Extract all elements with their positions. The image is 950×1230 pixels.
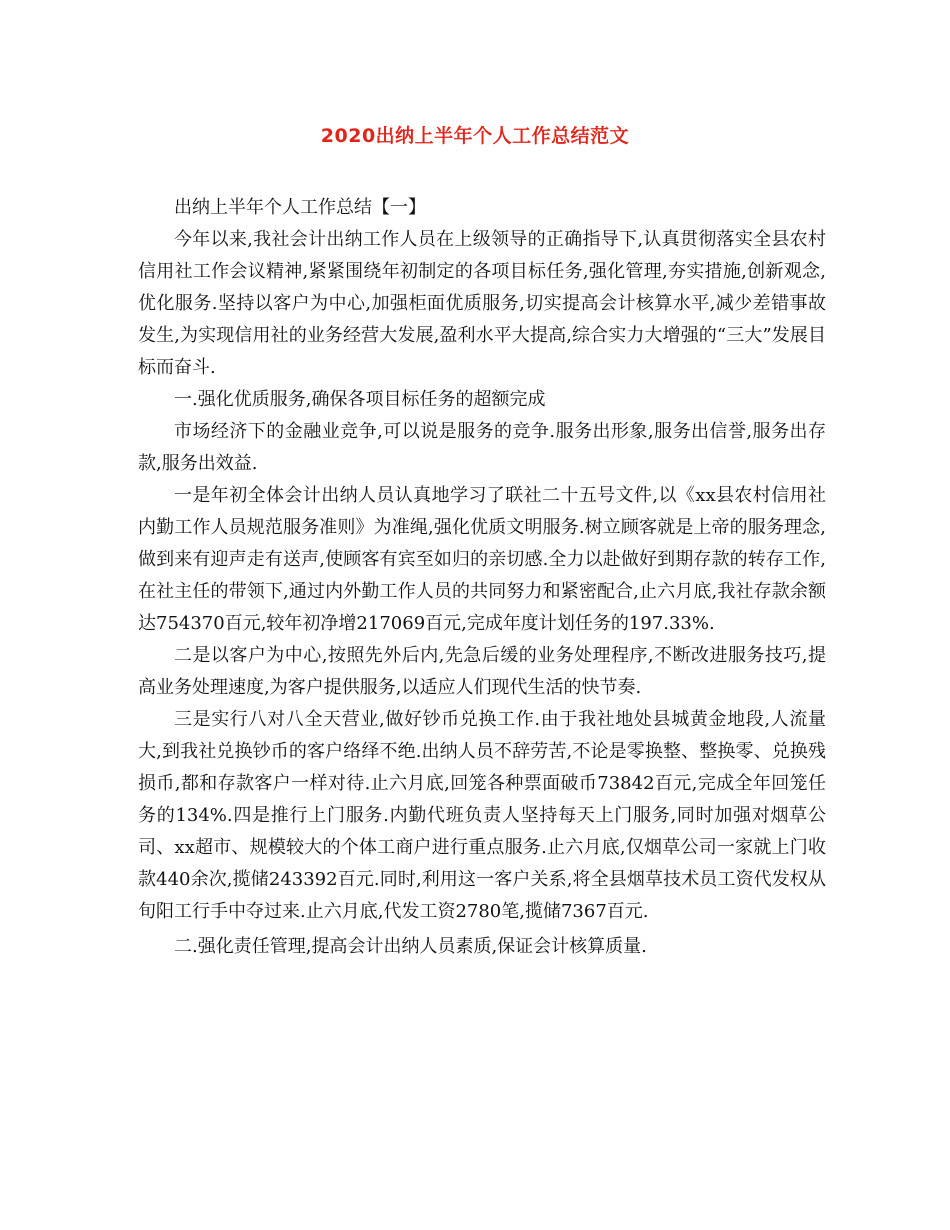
paragraph: 今年以来,我社会计出纳工作人员在上级领导的正确指导下,认真贯彻落实全县农村信用社工作会议精神,紧紧围绕年初制定的各项目标任务,强化管理,夯实措施,创新观念,优化服务.坚持以客户为中心,加强柜面优质服务,切实提高会计核算水平,减少差错事故发生,为实现信用社的业务经营大发展,盈利水平大提高,综合实力大增强的“三大”发展目标而奋斗. — [138, 229, 826, 378]
paragraph: 二是以客户为中心,按照先外后内,先急后缓的业务处理程序,不断改进服务技巧,提高业务处理速度,为客户提供服务,以适应人们现代生活的快节奏. — [138, 645, 826, 698]
paragraph: 市场经济下的金融业竞争,可以说是服务的竞争.服务出形象,服务出信誉,服务出存款,服务出效益. — [138, 421, 826, 474]
paragraph: 三是实行八对八全天营业,做好钞币兑换工作.由于我社地处县城黄金地段,人流量大,到我社兑换钞币的客户络绎不绝.出纳人员不辞劳苦,不论是零换整、整换零、兑换残损币,都和存款客户一样对待.止六月底,回笼各种票面破币73842百元,完成全年回笼任务的134%.四是推行上门服务.内勤代班负责人坚持每天上门服务,同时加强对烟草公司、xx超市、规模较大的个体工商户进行重点服务.止六月底,仅烟草公司一家就上门收款440余次,揽储243392百元.同时,利用这一客户关系,将全县烟草技术员工资代发权从旬阳工行手中夺过来.止六月底,代发工资2780笔,揽储7367百元. — [138, 709, 826, 922]
paragraph: 一是年初全体会计出纳人员认真地学习了联社二十五号文件,以《xx县农村信用社内勤工作人员规范服务准则》为准绳,强化优质文明服务.树立顾客就是上帝的服务理念,做到来有迎声走有送声,使顾客有宾至如归的亲切感.全力以赴做好到期存款的转存工作,在社主任的带领下,通过内外勤工作人员的共同努力和紧密配合,止六月底,我社存款余额达754370百元,较年初净增217069百元,完成年度计划任务的197.33%. — [138, 485, 826, 634]
document-body — [138, 192, 826, 963]
section-heading: 一.强化优质服务,确保各项目标任务的超额完成 — [174, 389, 546, 410]
document-title: 2020出纳上半年个人工作总结范文 — [320, 125, 630, 147]
section-heading: 出纳上半年个人工作总结【一】 — [174, 197, 426, 218]
section-heading: 二.强化责任管理,提高会计出纳人员素质,保证会计核算质量. — [174, 936, 647, 957]
